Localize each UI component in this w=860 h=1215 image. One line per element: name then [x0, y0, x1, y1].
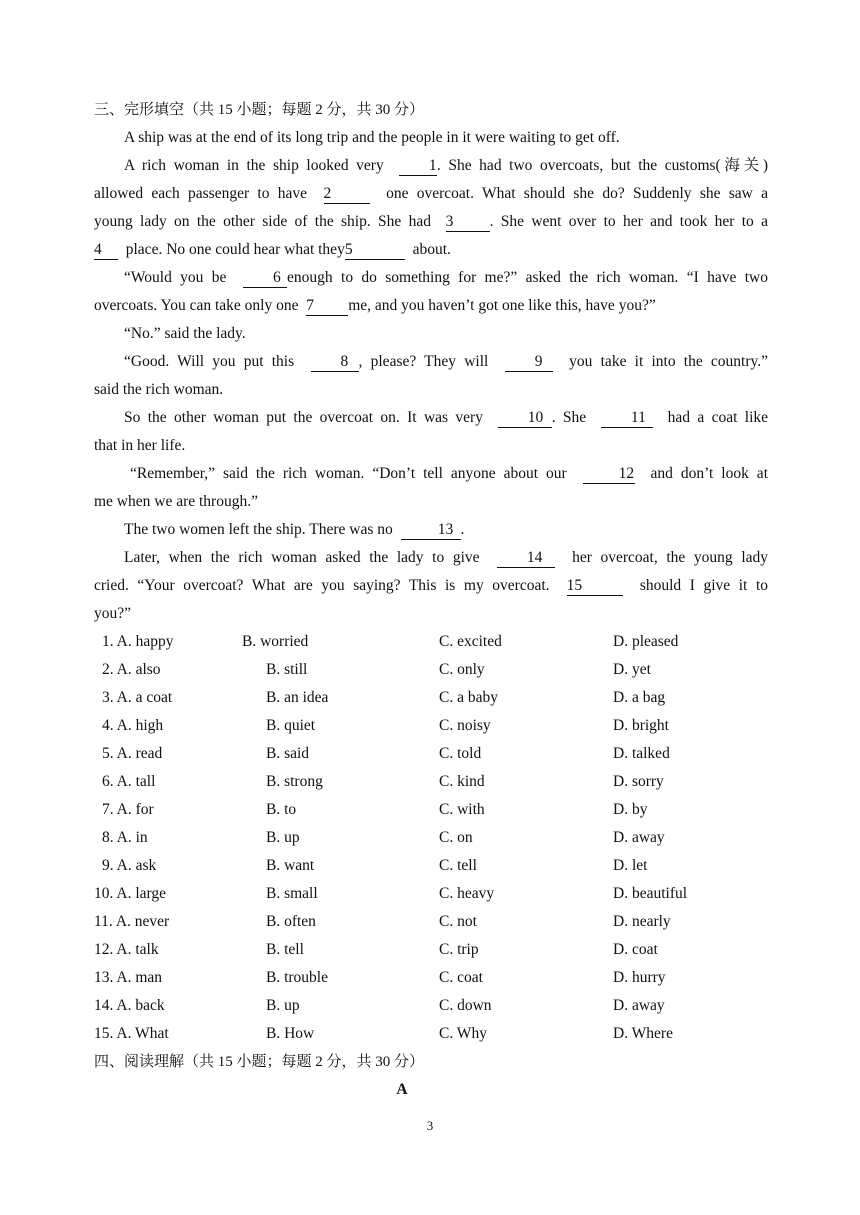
passage-line [94, 124, 768, 152]
blank-12[interactable]: 12 [583, 465, 635, 484]
blank-13[interactable]: 13 [401, 521, 461, 540]
passage-text: me, and you haven’t got one like this, have you?” [348, 297, 656, 314]
option-b[interactable]: B. still [266, 661, 308, 678]
option-row [94, 992, 768, 1020]
passage-text: A rich woman in the ship looked very [124, 157, 384, 174]
option-b[interactable]: B. want [266, 857, 315, 874]
passage-text: should I give it to [639, 577, 768, 594]
option-a[interactable]: 5. A. read [102, 745, 163, 762]
option-row [94, 656, 768, 684]
option-c[interactable]: C. not [439, 913, 477, 930]
option-b[interactable]: B. trouble [266, 969, 328, 986]
passage-text: Later, when the rich woman asked the lady to give [124, 549, 480, 566]
option-row [94, 768, 768, 796]
passage-text: young lady on the other side of the ship. She had [94, 213, 431, 230]
option-b[interactable]: B. tell [266, 941, 304, 958]
passage-text: A ship was at the end of its long trip and the people in it were waiting to get off. [124, 129, 620, 146]
passage-text: So the other woman put the overcoat on. It was very [124, 409, 483, 426]
passage-line [94, 460, 768, 488]
option-d[interactable]: D. beautiful [613, 885, 688, 902]
option-row [94, 908, 768, 936]
passage-text: . She went over to her and took her to a [489, 213, 768, 230]
option-c[interactable]: C. down [439, 997, 492, 1014]
passage-text: enough to do something for me?” asked the rich woman. “I have two [287, 269, 768, 286]
option-a[interactable]: 7. A. for [102, 801, 154, 818]
passage-line [94, 320, 768, 348]
option-a[interactable]: 11. A. never [94, 913, 170, 930]
option-b[interactable]: B. said [266, 745, 310, 762]
option-c[interactable]: C. tell [439, 857, 477, 874]
option-row [94, 740, 768, 768]
part-a-title: A [396, 1081, 408, 1098]
option-b[interactable]: B. up [266, 997, 300, 1014]
option-a[interactable]: 2. A. also [102, 661, 161, 678]
passage-line [94, 208, 768, 236]
option-b[interactable]: B. often [266, 913, 316, 930]
blank-7[interactable]: 7 [306, 297, 348, 316]
passage-line [94, 152, 768, 180]
passage-line [94, 236, 768, 264]
option-row [94, 684, 768, 712]
option-d[interactable]: D. Where [613, 1025, 673, 1042]
blank-4[interactable]: 4 [94, 241, 118, 260]
option-c[interactable]: C. a baby [439, 689, 498, 706]
passage-line [94, 572, 768, 600]
option-a[interactable]: 6. A. tall [102, 773, 156, 790]
option-b[interactable]: B. How [266, 1025, 315, 1042]
option-d[interactable]: D. coat [613, 941, 658, 958]
option-a[interactable]: 13. A. man [94, 969, 163, 986]
blank-9[interactable]: 9 [505, 353, 553, 372]
passage-text: you?” [94, 605, 132, 622]
passage-text: one overcoat. What should she do? Suddenly she saw a [386, 185, 769, 202]
options-list [94, 628, 768, 1048]
passage-text: had a coat like [667, 409, 769, 426]
blank-8[interactable]: 8 [311, 353, 359, 372]
option-d[interactable]: D. bright [613, 717, 669, 734]
option-c[interactable]: C. noisy [439, 717, 491, 734]
blank-10[interactable]: 10 [498, 409, 552, 428]
option-row [94, 1020, 768, 1048]
option-c[interactable]: C. on [439, 829, 473, 846]
option-d[interactable]: D. away [613, 997, 665, 1014]
option-c[interactable]: C. trip [439, 941, 479, 958]
option-d[interactable]: D. pleased [613, 633, 679, 650]
passage-text: . She had two overcoats, but the customs(海关) [436, 157, 768, 174]
passage-text: about. [412, 241, 451, 258]
section-4-heading: 四、阅读理解（共 15 小题；每题 2 分，共 30 分） [94, 1054, 425, 1070]
option-d[interactable]: D. let [613, 857, 648, 874]
option-row [94, 852, 768, 880]
option-d[interactable]: D. nearly [613, 913, 671, 930]
passage-text: “Would you be [124, 269, 227, 286]
passage-text: cried. “Your overcoat? What are you saying? This is my overcoat. [94, 577, 550, 594]
option-d[interactable]: D. hurry [613, 969, 666, 986]
option-c[interactable]: C. told [439, 745, 482, 762]
passage-text: “Good. Will you put this [124, 353, 295, 370]
option-c[interactable]: C. heavy [439, 885, 495, 902]
option-a[interactable]: 3. A. a coat [102, 689, 173, 706]
blank-3[interactable]: 3 [446, 213, 490, 232]
passage-text: overcoats. You can take only one [94, 297, 299, 314]
passage-text: said the rich woman. [94, 381, 224, 398]
passage-text: me when we are through.” [94, 493, 258, 510]
option-d[interactable]: D. talked [613, 745, 670, 762]
option-b[interactable]: B. worried [242, 633, 309, 650]
passage-line [94, 348, 768, 376]
option-c[interactable]: C. with [439, 801, 485, 818]
option-row [94, 880, 768, 908]
blank-15[interactable]: 15 [567, 577, 623, 596]
blank-14[interactable]: 14 [497, 549, 555, 568]
option-a[interactable]: 10. A. large [94, 885, 167, 902]
option-a[interactable]: 12. A. talk [94, 941, 159, 958]
blank-6[interactable]: 6 [243, 269, 287, 288]
passage-text: “Remember,” said the rich woman. “Don’t tell anyone about our [130, 465, 567, 482]
option-b[interactable]: B. strong [266, 773, 323, 790]
passage-line [94, 544, 768, 572]
passage-line [94, 180, 768, 208]
passage-text: place. No one could hear what they [125, 241, 345, 258]
passage-text: that in her life. [94, 437, 186, 454]
blank-11[interactable]: 11 [601, 409, 653, 428]
option-d[interactable]: D. by [613, 801, 648, 818]
option-b[interactable]: B. up [266, 829, 300, 846]
option-row [94, 628, 768, 656]
option-a[interactable]: 15. A. What [94, 1025, 169, 1042]
exam-page [94, 96, 768, 1104]
option-a[interactable]: 8. A. in [102, 829, 148, 846]
passage-line [94, 516, 768, 544]
passage-line [94, 376, 768, 404]
option-a[interactable]: 14. A. back [94, 997, 165, 1014]
option-c[interactable]: C. only [439, 661, 485, 678]
passage-line [94, 600, 768, 628]
option-c[interactable]: C. coat [439, 969, 483, 986]
option-a[interactable]: 9. A. ask [102, 857, 157, 874]
passage-line [94, 264, 768, 292]
blank-1[interactable]: 1 [399, 157, 437, 176]
page-number: 3 [426, 1118, 434, 1133]
passage-text: “No.” said the lady. [124, 325, 246, 342]
blank-2[interactable]: 2 [324, 185, 370, 204]
blank-5[interactable]: 5 [345, 241, 405, 260]
option-b[interactable]: B. small [266, 885, 318, 902]
passage-text: The two women left the ship. There was no [124, 521, 393, 538]
option-d[interactable]: D. sorry [613, 773, 664, 790]
option-a[interactable]: 1. A. happy [102, 633, 174, 650]
passage-line [94, 488, 768, 516]
option-c[interactable]: C. kind [439, 773, 485, 790]
option-d[interactable]: D. away [613, 829, 665, 846]
option-row [94, 824, 768, 852]
option-b[interactable]: B. an idea [266, 689, 329, 706]
section-3-heading: 三、完形填空（共 15 小题；每题 2 分，共 30 分） [94, 102, 425, 118]
option-b[interactable]: B. to [266, 801, 297, 818]
option-d[interactable]: D. a bag [613, 689, 666, 706]
passage-line [94, 432, 768, 460]
passage-text: and don’t look at [650, 465, 768, 482]
option-row [94, 712, 768, 740]
passage-text: . She [551, 409, 587, 426]
passage-text: . [460, 521, 465, 538]
option-b[interactable]: B. quiet [266, 717, 316, 734]
option-c[interactable]: C. excited [439, 633, 502, 650]
option-row [94, 936, 768, 964]
option-d[interactable]: D. yet [613, 661, 651, 678]
passage-line [94, 292, 768, 320]
passage-text: , please? They will [358, 353, 489, 370]
option-row [94, 964, 768, 992]
passage-text: allowed each passenger to have [94, 185, 307, 202]
option-c[interactable]: C. Why [439, 1025, 487, 1042]
option-a[interactable]: 4. A. high [102, 717, 164, 734]
passage-text: her overcoat, the young lady [572, 549, 769, 566]
passage-line [94, 404, 768, 432]
passage-text: you take it into the country.” [569, 353, 769, 370]
option-row [94, 796, 768, 824]
